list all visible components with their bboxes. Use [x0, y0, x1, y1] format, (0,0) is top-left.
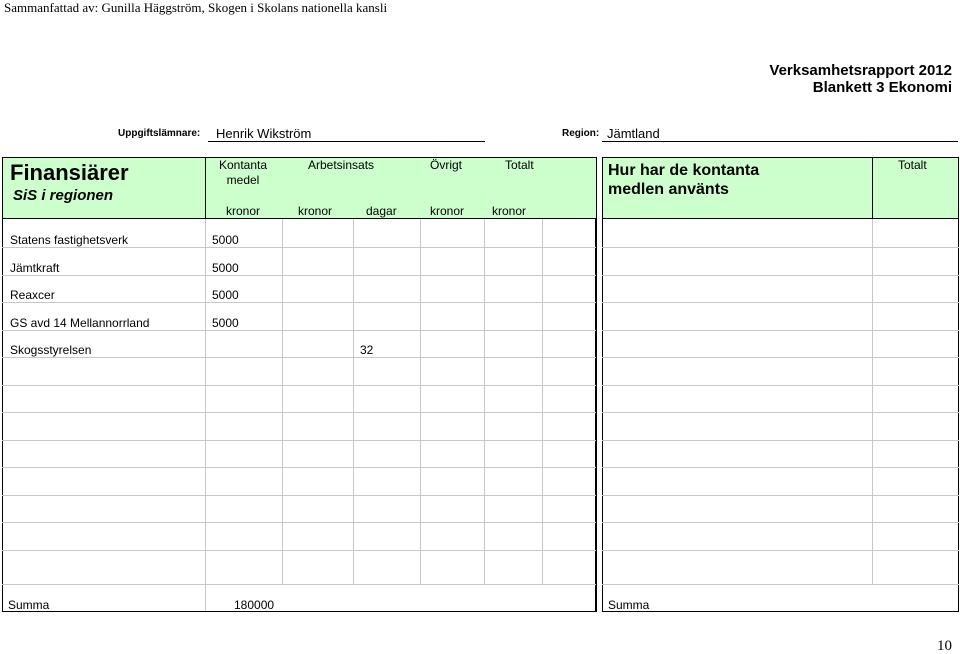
grid-h-8: [2, 440, 596, 441]
page-number: 10: [937, 638, 952, 654]
right-grid-h-8: [602, 440, 959, 441]
right-grid-h-3: [602, 302, 959, 303]
financiers-title: Finansiärer: [10, 160, 129, 185]
sum-label: Summa: [8, 598, 50, 612]
financiers-subtitle: SiS i regionen: [13, 187, 114, 204]
right-grid-h-7: [602, 412, 959, 413]
sum-cash: 180000: [234, 598, 275, 612]
grid-h-3: [2, 302, 596, 303]
region-value[interactable]: Jämtland: [607, 126, 660, 141]
grid-h-4: [2, 330, 596, 331]
table-row-name: Statens fastighetsverk: [10, 233, 129, 247]
report-title-block: [769, 62, 952, 96]
grid-v-4: [420, 219, 421, 584]
grid-h-12: [2, 550, 596, 551]
right-bottom-border: [602, 611, 959, 612]
report-title: Verksamhetsrapport 2012: [769, 62, 952, 79]
right-grid-v: [872, 219, 873, 584]
grid-h-6: [2, 385, 596, 386]
grid-v-1: [205, 219, 206, 611]
usage-total-header: Totalt: [898, 158, 927, 172]
col-work-header: Arbetsinsats: [308, 158, 375, 172]
right-grid-h-12: [602, 550, 959, 551]
submitter-label: Uppgiftslämnare:: [118, 128, 201, 139]
table-row-name: Reaxcer: [10, 288, 55, 302]
right-grid-h-11: [602, 522, 959, 523]
table-row-cash[interactable]: 5000: [212, 316, 239, 330]
left-outer-right: [596, 157, 597, 612]
right-header-bottom: [602, 218, 959, 219]
grid-h-11: [2, 522, 596, 523]
grid-v-6: [542, 219, 543, 584]
grid-h-1: [2, 247, 596, 248]
unit-work-dagar: dagar: [366, 204, 397, 218]
form-title: Blankett 3 Ekonomi: [812, 79, 952, 96]
grid-h-7: [2, 412, 596, 413]
col-cash-header: Kontanta medel: [218, 158, 268, 187]
unit-work-kronor: kronor: [298, 204, 333, 218]
submitter-underline: [208, 141, 485, 142]
table-row-name: GS avd 14 Mellannorrland: [10, 316, 150, 330]
grid-h-5: [2, 357, 596, 358]
summary-note: Sammanfattad av: Gunilla Häggström, Skogen i Skolans nationella kansli: [4, 0, 388, 15]
usage-sum-label: Summa: [608, 598, 650, 612]
col-other-header: Övrigt: [430, 158, 463, 172]
table-row-name: Skogsstyrelsen: [10, 343, 92, 357]
col-total-header: Totalt: [505, 158, 534, 172]
right-grid-h-1: [602, 247, 959, 248]
left-col-divider-header: [205, 157, 206, 219]
left-bottom-border: [2, 611, 597, 612]
unit-total: kronor: [492, 204, 527, 218]
table-row-work-days[interactable]: 32: [360, 343, 374, 357]
grid-h-9: [2, 467, 596, 468]
grid-v-5: [484, 219, 485, 584]
unit-other: kronor: [430, 204, 465, 218]
right-col-divider-header: [872, 157, 873, 219]
grid-v-3: [353, 219, 354, 584]
right-grid-h-sum: [602, 584, 959, 585]
table-row-name: Jämtkraft: [10, 261, 60, 275]
right-grid-h-9: [602, 467, 959, 468]
grid-v-2: [282, 219, 283, 584]
table-row-cash[interactable]: 5000: [212, 288, 239, 302]
grid-h-sum: [2, 584, 596, 585]
table-row-cash[interactable]: 5000: [212, 261, 239, 275]
region-label: Region:: [562, 128, 600, 139]
left-header-bottom: [2, 218, 597, 219]
table-row-cash[interactable]: 5000: [212, 233, 239, 247]
right-grid-h-6: [602, 385, 959, 386]
submitter-value[interactable]: Henrik Wikström: [216, 126, 312, 141]
right-grid-h-10: [602, 495, 959, 496]
right-grid-h-5: [602, 357, 959, 358]
right-grid-h-4: [602, 330, 959, 331]
grid-h-10: [2, 495, 596, 496]
grid-h-2: [2, 275, 596, 276]
unit-cash: kronor: [226, 204, 261, 218]
region-underline: [602, 141, 958, 142]
usage-title: Hur har de kontanta medlen använts: [608, 162, 760, 198]
right-grid-h-2: [602, 275, 959, 276]
